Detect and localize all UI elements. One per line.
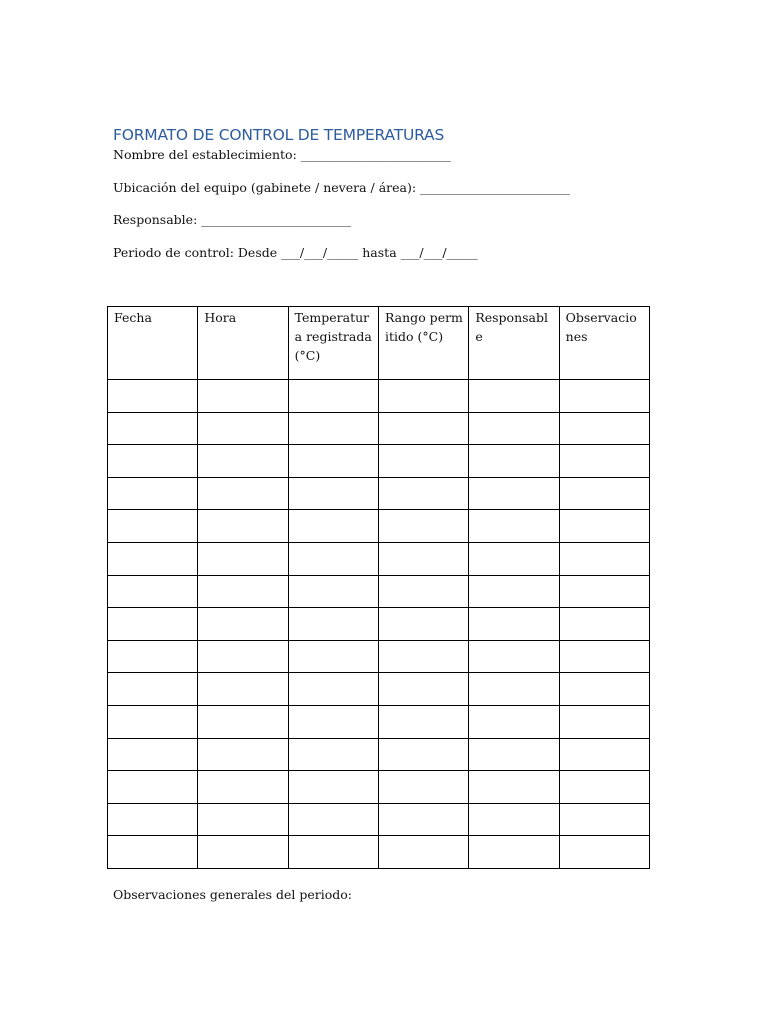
establishment-name-field: Nombre del establecimiento: ________________________ — [113, 147, 451, 162]
table-cell — [559, 510, 649, 543]
table-cell — [378, 738, 468, 771]
table-cell — [469, 445, 559, 478]
table-cell — [288, 542, 378, 575]
table-cell — [559, 445, 649, 478]
table-cell — [559, 608, 649, 641]
table-cell — [559, 477, 649, 510]
table-cell — [108, 445, 198, 478]
table-cell — [559, 738, 649, 771]
table-row — [108, 575, 650, 608]
table-cell — [198, 771, 288, 804]
table-row — [108, 412, 650, 445]
table-cell — [288, 705, 378, 738]
table-cell — [559, 803, 649, 836]
table-row — [108, 803, 650, 836]
table-cell — [469, 705, 559, 738]
general-observations-label: Observaciones generales del periodo: — [113, 887, 352, 902]
table-row — [108, 673, 650, 706]
table-cell — [108, 542, 198, 575]
table-cell — [198, 608, 288, 641]
table-cell — [469, 640, 559, 673]
equipment-location-field: Ubicación del equipo (gabinete / nevera / área): ________________________ — [113, 180, 571, 195]
table-cell — [108, 575, 198, 608]
table-cell — [469, 380, 559, 413]
table-cell — [469, 836, 559, 869]
table-cell — [198, 705, 288, 738]
table-cell — [108, 836, 198, 869]
table-cell — [469, 738, 559, 771]
table-row — [108, 771, 650, 804]
table-cell — [288, 380, 378, 413]
table-cell — [108, 640, 198, 673]
table-cell — [198, 412, 288, 445]
table-cell — [198, 380, 288, 413]
table-cell — [108, 380, 198, 413]
table-row — [108, 738, 650, 771]
table-cell — [559, 705, 649, 738]
table-cell — [378, 836, 468, 869]
table-cell — [108, 477, 198, 510]
table-cell — [559, 380, 649, 413]
table-cell — [198, 477, 288, 510]
column-header-date: Fecha — [108, 307, 198, 380]
table-cell — [288, 771, 378, 804]
table-cell — [378, 640, 468, 673]
table-cell — [378, 608, 468, 641]
table-row — [108, 510, 650, 543]
table-cell — [108, 803, 198, 836]
table-cell — [288, 803, 378, 836]
table-cell — [469, 575, 559, 608]
table-cell — [108, 705, 198, 738]
table-cell — [378, 445, 468, 478]
table-cell — [288, 738, 378, 771]
table-cell — [378, 510, 468, 543]
table-cell — [288, 445, 378, 478]
table-cell — [469, 803, 559, 836]
table-cell — [469, 510, 559, 543]
table-cell — [108, 771, 198, 804]
table-cell — [469, 412, 559, 445]
table-cell — [378, 477, 468, 510]
responsible-field: Responsable: ________________________ — [113, 212, 352, 227]
table-cell — [288, 640, 378, 673]
table-cell — [378, 673, 468, 706]
table-cell — [469, 673, 559, 706]
table-cell — [288, 575, 378, 608]
table-row — [108, 608, 650, 641]
table-body — [108, 380, 650, 869]
table-cell — [559, 673, 649, 706]
table-cell — [378, 575, 468, 608]
table-cell — [559, 412, 649, 445]
table-cell — [559, 836, 649, 869]
table-cell — [288, 477, 378, 510]
table-cell — [198, 738, 288, 771]
column-header-responsible: Responsable — [469, 307, 559, 380]
table-cell — [198, 803, 288, 836]
table-cell — [108, 412, 198, 445]
table-cell — [378, 771, 468, 804]
table-cell — [198, 445, 288, 478]
table-cell — [288, 412, 378, 445]
column-header-temperature: Temperatura registrada (°C) — [288, 307, 378, 380]
table-cell — [469, 608, 559, 641]
table-cell — [378, 380, 468, 413]
table-cell — [559, 575, 649, 608]
table-cell — [288, 673, 378, 706]
table-cell — [559, 640, 649, 673]
table-row — [108, 445, 650, 478]
table-cell — [198, 673, 288, 706]
table-header-row — [108, 307, 650, 380]
table-cell — [198, 510, 288, 543]
table-cell — [108, 673, 198, 706]
document-title: FORMATO DE CONTROL DE TEMPERATURAS — [113, 126, 445, 144]
table-row — [108, 705, 650, 738]
table-cell — [108, 738, 198, 771]
table-cell — [288, 836, 378, 869]
table-cell — [378, 412, 468, 445]
table-cell — [198, 542, 288, 575]
table-row — [108, 836, 650, 869]
table-cell — [108, 510, 198, 543]
column-header-observations: Observaciones — [559, 307, 649, 380]
table-cell — [108, 608, 198, 641]
control-period-field: Periodo de control: Desde ___/___/_____ hasta ___/___/_____ — [113, 245, 478, 260]
table-cell — [198, 836, 288, 869]
table-cell — [469, 771, 559, 804]
table-row — [108, 477, 650, 510]
table-cell — [378, 705, 468, 738]
column-header-allowed-range: Rango permitido (°C) — [378, 307, 468, 380]
temperature-log-table — [107, 306, 650, 869]
table-cell — [288, 608, 378, 641]
table-row — [108, 380, 650, 413]
table-cell — [469, 477, 559, 510]
table-cell — [469, 542, 559, 575]
table-cell — [378, 542, 468, 575]
table-cell — [198, 640, 288, 673]
table-cell — [378, 803, 468, 836]
table-cell — [559, 542, 649, 575]
table-row — [108, 640, 650, 673]
table-cell — [198, 575, 288, 608]
table-cell — [288, 510, 378, 543]
table-cell — [559, 771, 649, 804]
column-header-time: Hora — [198, 307, 288, 380]
table-row — [108, 542, 650, 575]
